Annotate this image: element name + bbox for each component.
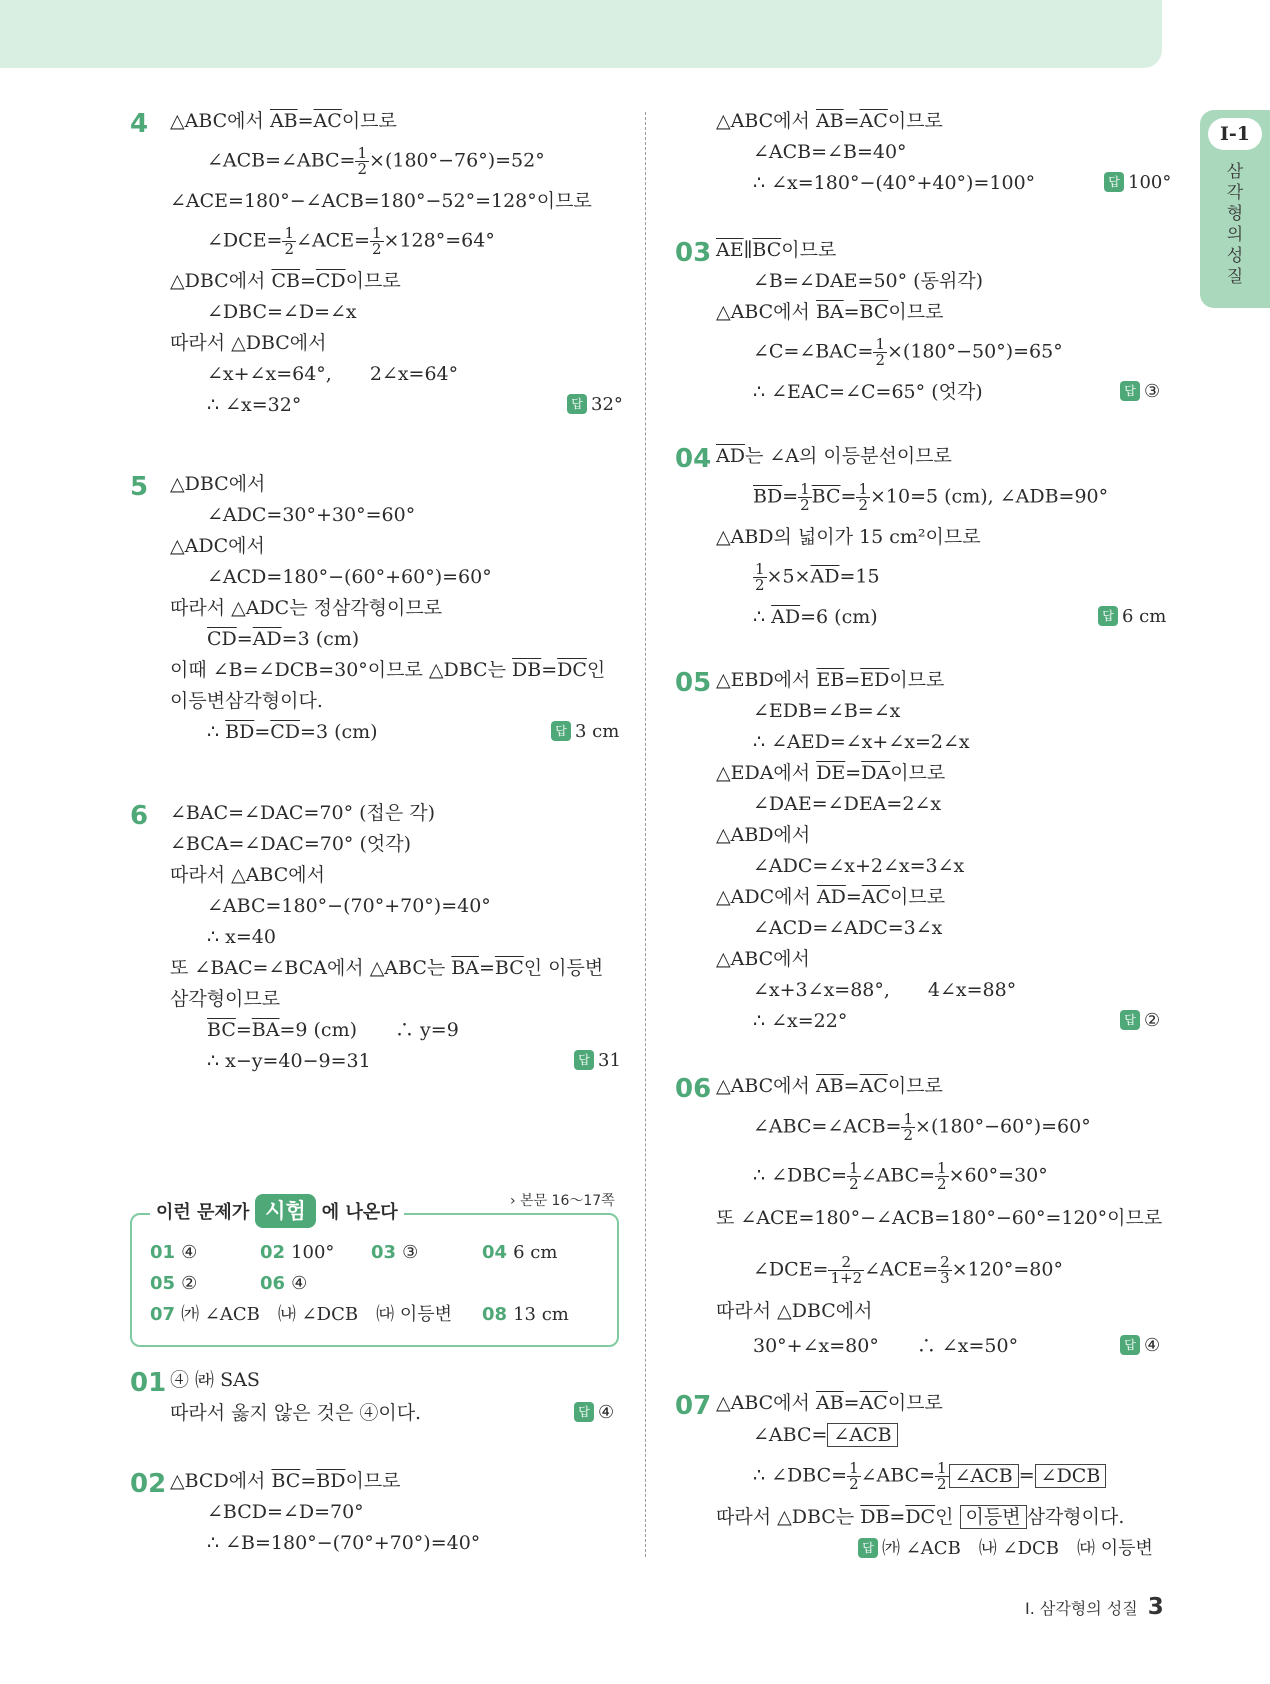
problem-number: 04 <box>675 444 712 474</box>
solution-line: 또 ∠ACE=180°−∠ACB=180°−60°=120°이므로 <box>716 1207 1163 1229</box>
solution-line: △ABC에서 $\overline{BA}=\overline{BC}$이므로 <box>716 301 944 323</box>
solution-line: △EDA에서 $\overline{DE}=\overline{DA}$이므로 <box>716 762 946 784</box>
solution-line: ∠DCE= $\frac{2}{1+2}$ ∠ACE= $\frac{2}{3}$ ×120°=80° <box>753 1253 1063 1287</box>
solution-line: ∠ADC=∠x+2∠x=3∠x <box>753 855 965 877</box>
footer-chapter: I. 삼각형의 성질 <box>1025 1599 1138 1618</box>
answer-label: 답 ② <box>1120 1008 1160 1034</box>
solution-line: $\frac{1}{2}$ $\times 5\times\overline{AD}=15$ <box>755 560 880 594</box>
solution-line: 30°+∠x=80° ∴ ∠x=50° <box>753 1335 1019 1357</box>
solution-line: 따라서 △DBC는 $\overline{DB}=\overline{DC}$인 이등변 삼각형이다. <box>716 1506 1125 1528</box>
answer-label: 답 ㈎ ∠ACB ㈏ ∠DCB ㈐ 이등변 <box>858 1536 1153 1562</box>
solution-line: ∠B=∠DAE=50° (동위각) <box>753 270 984 292</box>
answer-badge-icon: 답 <box>1098 606 1118 626</box>
problem-number: 5 <box>130 472 149 502</box>
solution-line: △ADC에서 <box>170 535 265 557</box>
fraction: $\frac{1}{2}$ <box>849 1459 859 1493</box>
problem-number: 4 <box>130 109 149 139</box>
solution-line: △DBC에서 <box>170 473 266 495</box>
solution-line: ∴ $\overline{AD}=6$ (cm) <box>753 606 878 628</box>
solution-line: ④ ㈑ SAS <box>170 1369 260 1391</box>
blank-box: 이등변 <box>960 1505 1027 1529</box>
exam-box-title: 이런 문제가 시험 에 나온다 <box>150 1193 404 1233</box>
solution-line: △EBD에서 $\overline{EB}=\overline{ED}$이므로 <box>716 669 945 691</box>
solution-line: $\overline{AE}\parallel\overline{BC}$이므로 <box>716 239 837 261</box>
problem-number: 03 <box>675 238 712 268</box>
solution-line: ∴ ∠DBC= $\frac{1}{2}$ ∠ABC= $\frac{1}{2}$ ×60°=30° <box>753 1159 1048 1193</box>
solution-line: ∠x+3∠x=88°, 4∠x=88° <box>753 979 1017 1001</box>
exam-keyword-badge: 시험 <box>255 1194 316 1228</box>
answer-label: 답 100° <box>1104 170 1171 196</box>
fraction: $\frac{2}{3}$ <box>940 1253 950 1287</box>
solution-line: ∠ABC=180°−(70°+70°)=40° <box>207 895 491 917</box>
solution-line: ∠ACD=∠ADC=3∠x <box>753 917 943 939</box>
solution-line: ∠ABC= ∠ACB <box>753 1422 898 1448</box>
solution-line: 따라서 △ABC에서 <box>170 864 325 886</box>
answer-label: 답 31 <box>574 1048 621 1074</box>
fraction: $\frac{1}{2}$ <box>875 335 885 369</box>
solution-line: △ABC에서 $\overline{AB}=\overline{AC}$이므로 <box>716 1075 943 1097</box>
solution-line: ∴ ∠x=22° <box>753 1010 848 1032</box>
fraction: $\frac{1}{2}$ <box>800 480 810 514</box>
answer-badge-icon: 답 <box>574 1402 594 1422</box>
fraction: $\frac{1}{2}$ <box>357 144 368 178</box>
solution-line: $\overline{BC}=\overline{BA}=9$ (cm) ∴ y=9 <box>207 1019 459 1041</box>
solution-line: △DBC에서 $\overline{CB}=\overline{CD}$이므로 <box>170 270 401 292</box>
solution-line: △ADC에서 $\overline{AD}=\overline{AC}$이므로 <box>716 886 946 908</box>
answer-badge-icon: 답 <box>574 1050 594 1070</box>
solution-line: 따라서 △DBC에서 <box>716 1300 873 1322</box>
solution-line: △ABC에서 $\overline{AB}=\overline{AC}$이므로 <box>716 1392 943 1414</box>
solution-line: ∠DCE= $\frac{1}{2}$ ∠ACE= $\frac{1}{2}$ ×128°=64° <box>207 224 495 258</box>
answer-label: 답 3 cm <box>551 719 619 745</box>
solution-line: △BCD에서 $\overline{BC}=\overline{BD}$이므로 <box>170 1470 401 1492</box>
problem-number: 02 <box>130 1469 167 1499</box>
answer-label: 답 32° <box>567 392 623 418</box>
solution-line: ∴ $\overline{BD}=\overline{CD}=3$ (cm) <box>207 721 378 743</box>
solution-line: ∴ ∠x=32° <box>207 394 302 416</box>
solution-line: 이등변삼각형이다. <box>170 690 323 712</box>
exam-answer-item: 01 ④ <box>150 1242 198 1263</box>
column-divider <box>645 112 646 1557</box>
solution-line: ∠DAE=∠DEA=2∠x <box>753 793 942 815</box>
exam-answer-item: 07 ㈎ ∠ACB ㈏ ∠DCB ㈐ 이등변 <box>150 1304 452 1325</box>
problem-number: 01 <box>130 1368 167 1398</box>
answer-badge-icon: 답 <box>858 1538 878 1558</box>
solution-line: ∠DBC=∠D=∠x <box>207 301 357 323</box>
page-number: 3 <box>1147 1594 1164 1620</box>
solution-line: △ABC에서 $\overline{AB}=\overline{AC}$이므로 <box>170 110 397 132</box>
solution-line: ∠ACD=180°−(60°+60°)=60° <box>207 566 492 588</box>
solution-line: ∠ACB=∠B=40° <box>753 141 907 163</box>
solution-line: $\overline{BD}=$ $\frac{1}{2}$ $\overline{BC}=$ $\frac{1}{2}$ ×10=5 (cm), ∠ADB=90° <box>753 480 1109 514</box>
solution-line: $\overline{CD}=\overline{AD}=3$ (cm) <box>207 628 360 650</box>
page-footer <box>1025 1594 1164 1620</box>
exam-answer-item: 02 100° <box>260 1242 335 1263</box>
solution-line: ∴ ∠x=180°−(40°+40°)=100° <box>753 172 1036 194</box>
solution-line: ∠ACB=∠ABC= $\frac{1}{2}$ ×(180°−76°)=52° <box>207 144 545 178</box>
solution-line: 이때 ∠B=∠DCB=30°이므로 △DBC는 $\overline{DB}=\overline{DC}$인 <box>170 659 606 681</box>
textbook-page-reference[interactable]: › 본문 16～17쪽 <box>510 1193 615 1209</box>
problem-number: 6 <box>130 801 149 831</box>
fraction: $\frac{1}{2}$ <box>903 1110 914 1144</box>
solution-line: ∠ABC=∠ACB= $\frac{1}{2}$ ×(180°−60°)=60° <box>753 1110 1091 1144</box>
chapter-label: 삼각형의 성질 <box>1226 162 1244 287</box>
problem-number: 06 <box>675 1074 712 1104</box>
fraction: $\frac{1}{2}$ <box>937 1459 947 1493</box>
solution-line: ∠ACE=180°−∠ACB=180°−52°=128°이므로 <box>170 190 592 212</box>
solution-line: ∠EDB=∠B=∠x <box>753 700 901 722</box>
solution-line: ∠x+∠x=64°, 2∠x=64° <box>207 363 459 385</box>
solution-line: ∴ ∠AED=∠x+∠x=2∠x <box>753 731 970 753</box>
answer-label: 답 6 cm <box>1098 604 1166 630</box>
fraction: $\frac{1}{2}$ <box>858 480 868 514</box>
exam-answer-item: 05 ② <box>150 1273 198 1294</box>
problem-number: 07 <box>675 1391 712 1421</box>
solution-line: △ABD의 넓이가 15 cm²이므로 <box>716 526 981 548</box>
blank-box: ∠ACB <box>827 1423 897 1447</box>
exam-answer-item: 06 ④ <box>260 1273 308 1294</box>
solution-line: ∠ADC=30°+30°=60° <box>207 504 416 526</box>
solution-line: 삼각형이므로 <box>170 988 281 1010</box>
solution-line: △ABC에서 <box>716 948 810 970</box>
chapter-code: I-1 <box>1208 118 1262 150</box>
answer-badge-icon: 답 <box>1120 1010 1140 1030</box>
answer-badge-icon: 답 <box>551 721 571 741</box>
chapter-side-tab[interactable] <box>1200 110 1270 308</box>
top-header-band <box>0 0 1162 68</box>
solution-line: 또 ∠BAC=∠BCA에서 △ABC는 $\overline{BA}=\overline{BC}$인 이등변 <box>170 957 604 979</box>
exam-answer-item: 08 13 cm <box>482 1304 569 1325</box>
solution-line: △ABD에서 <box>716 824 811 846</box>
blank-box: ∠DCB <box>1035 1464 1107 1488</box>
solution-line: 따라서 옳지 않은 것은 ④이다. <box>170 1402 422 1424</box>
solution-line: ∠BCD=∠D=70° <box>207 1501 364 1523</box>
answer-label: 답 ④ <box>574 1400 614 1426</box>
fraction: $\frac{1}{2}$ <box>372 224 382 258</box>
solution-line: ∴ x−y=40−9=31 <box>207 1050 371 1072</box>
solution-line: △ABC에서 $\overline{AB}=\overline{AC}$이므로 <box>716 110 943 132</box>
answer-badge-icon: 답 <box>1120 381 1140 401</box>
answer-badge-icon: 답 <box>567 394 587 414</box>
exam-answer-item: 04 6 cm <box>482 1242 558 1263</box>
solution-line: 따라서 △DBC에서 <box>170 332 327 354</box>
blank-box: ∠ACB <box>949 1464 1019 1488</box>
solution-line: ∴ x=40 <box>207 926 276 948</box>
solution-line: ∠BCA=∠DAC=70° (엇각) <box>170 833 411 855</box>
exam-answer-item: 03 ③ <box>371 1242 419 1263</box>
problem-number: 05 <box>675 668 712 698</box>
chevron-right-icon: › <box>510 1193 516 1209</box>
fraction: $\frac{2}{1+2}$ <box>830 1253 863 1287</box>
solution-line: ∠C=∠BAC= $\frac{1}{2}$ ×(180°−50°)=65° <box>753 335 1063 369</box>
solution-line: ∴ ∠EAC=∠C=65° (엇각) <box>753 381 983 403</box>
solution-line: ∴ ∠DBC= $\frac{1}{2}$ ∠ABC= $\frac{1}{2}$ ∠ACB = ∠DCB <box>753 1461 1106 1492</box>
fraction: $\frac{1}{2}$ <box>755 560 765 594</box>
answer-badge-icon: 답 <box>1120 1335 1140 1355</box>
fraction: $\frac{1}{2}$ <box>284 224 295 258</box>
solution-line: ∴ ∠B=180°−(70°+70°)=40° <box>207 1532 481 1554</box>
solution-line: 따라서 △ADC는 정삼각형이므로 <box>170 597 443 619</box>
solution-line: $\overline{AD}$는 ∠A의 이등분선이므로 <box>716 445 952 467</box>
answer-badge-icon: 답 <box>1104 172 1124 192</box>
fraction: $\frac{1}{2}$ <box>849 1159 859 1193</box>
fraction: $\frac{1}{2}$ <box>937 1159 947 1193</box>
answer-label: 답 ④ <box>1120 1333 1160 1359</box>
answer-label: 답 ③ <box>1120 379 1160 405</box>
solution-line: ∠BAC=∠DAC=70° (접은 각) <box>170 802 436 824</box>
